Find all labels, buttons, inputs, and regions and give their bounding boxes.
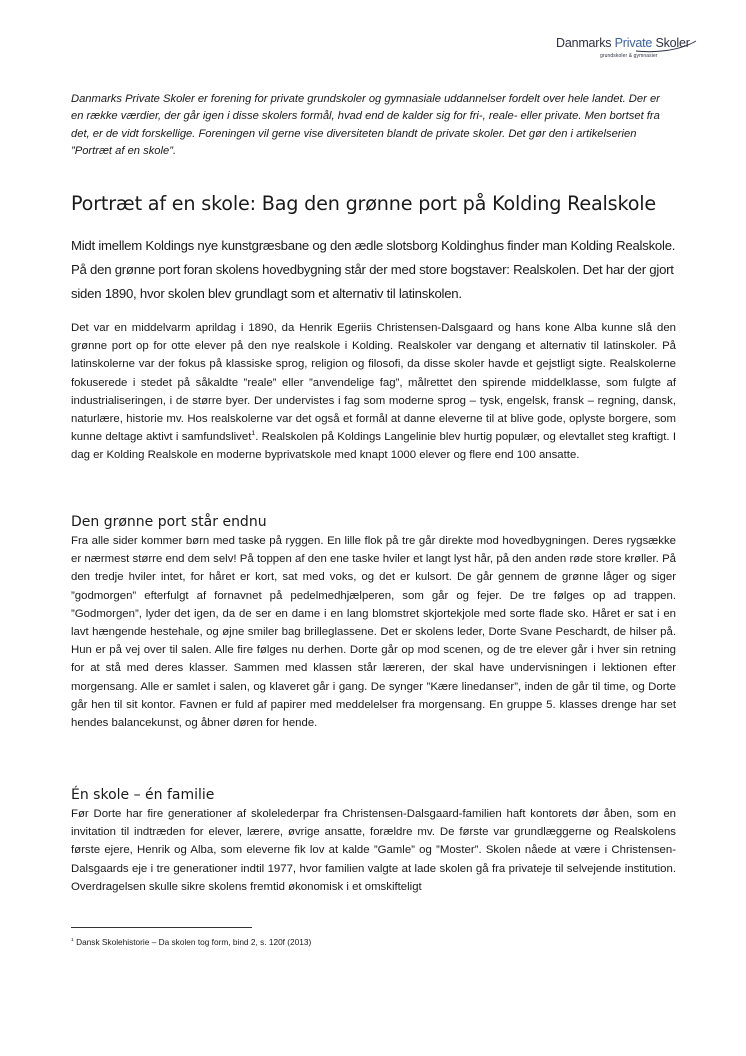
intro-paragraph: Danmarks Private Skoler er forening for private grundskoler og gymnasiale uddannelser fordelt over hele landet. Der er en række værdier, der går igen i disse skolers formål, hvad end de kalder sig for fri-, reale- eller private. Men bortset fra det, er de vidt forskellige. Foreningen vil gerne vise diversiteten blandt de private skoler. Det gør den i artikelserien ”Portræt af en skole”. [71,93,660,158]
logo-word-2: Private [614,36,653,50]
logo [556,36,706,66]
lead-paragraph: Midt imellem Koldings nye kunstgræsbane og den ædle slotsborg Koldinghus finder man Kolding Realskole. På den grønne port foran skolens hovedbygning står der med store bogstaver: Realskolen. Det har der gjort siden 1890, hvor skolen blev grundlagt som et alternativ til latinskolen. [71,238,676,302]
logo-word-1: Danmarks [556,36,612,50]
logo-swoosh-icon [634,39,698,53]
body-paragraph-1-text: Det var en middelvarm aprildag i 1890, da Henrik Egeriis Christensen-Dalsgaard og hans kone Alba kunne slå den grønne port op for otte elever på den nye realskole i Kolding. Realskoler var dengang et alternativ til latinskoler. På latinskolerne var der fokus på klassiske sprog, religion og filosofi, da disse skoler havde et gejstligt sigte. Realskolerne fokuserede i stedet på såkaldte ”reale” eller ”anvendelige fag”, målrettet den spirende middelklasse, som fulgte af industrialiseringen, i de større byer. Der undervistes i fag som moderne sprog – tysk, engelsk, fransk – regning, dansk, naturlære, historie mv. Hos realskolerne var det også et formål at danne eleverne til at blive gode, oplyste borgere, som kunne deltage aktivt i samfundslivet [71,322,676,444]
footnote-marker: 1 [71,937,74,944]
body-paragraph-1 [71,319,676,465]
body-paragraph-3: Før Dorte har fire generationer af skolelederpar fra Christensen-Dalsgaard-familien haft kontorets dør åben, som en invitation til indtræden for elever, lærere, øvrige ansatte, forældre mv. De første var grundlæggerne og Realskolens første ejere, Henrik og Alba, som eleverne fik lov at kalde ”Gamle” og ”Moster”. Skolen nåede at være i Christensen-Dalsgaards eje i tre generationer indtil 1977, hvor familien valgte at lade skolen gå fra privateje til selvejende institution. Overdragelsen skulle sikre skolens fremtid økonomisk i et omskifteligt [71,808,676,893]
logo-word-3: Skoler [655,36,690,50]
body-paragraph-1-end: . Realskolen på Koldings Langelinie blev hurtig populær, og elevtallet steg kraftigt. I dag er Kolding Realskole en moderne byprivatskole med knapt 1000 elever og flere end 100 ansatte. [71,431,676,462]
section-heading-1: Den grønne port står endnu [71,514,267,530]
section-heading-2: Én skole – én familie [71,787,215,803]
logo-tagline: grundskoler & gymnasier [600,53,658,59]
footnote [71,936,311,948]
article-title: Portræt af en skole: Bag den grønne port på Kolding Realskole [71,192,656,215]
footnote-divider [71,927,252,928]
footnote-text: Dansk Skolehistorie – Da skolen tog form, bind 2, s. 120f (2013) [73,937,312,947]
footnote-reference: 1 [251,430,256,438]
body-paragraph-2: Fra alle sider kommer børn med taske på ryggen. En lille flok på tre går direkte mod hovedbygningen. Deres rygsække er nærmest større end dem selv! På toppen af den ene taske hviler et langt lyst hår, på den anden røde store krøller. På den tredje hviler intet, for håret er kort, sat med voks, og det er kulsort. De går gennem de grønne låger og siger ”godmorgen” efterfulgt af fornavnet på pedelmedhjælperen, som går og fejer. De tre følges op ad trappen. ”Godmorgen”, lyder det igen, da de ser en dame i en lang blomstret skjortekjole med sorte flade sko. Håret er sat i en lavt hængende hestehale, og øjne smiler bag brilleglassene. Det er skolens leder, Dorte Svane Peschardt, de hilser på. Hun er på vej over til salen. Alle fire følges nu derhen. Dorte går op mod scenen, og de tre elever går i hver sin retning for at stå med deres klasser. Sammen med klassen står læreren, der skal have undervisningen i lektionen efter morgensang. Alle er samlet i salen, og klaveret går i gang. De synger ”Kære linedanser”, inden de går til time, og Dorte går hen til sit kontor. Favnen er fuld af papirer med meddelelser fra morgensang. En gruppe 5. klasses drenge har set hendes balancekunst, og åbner døren for hende. [71,535,676,730]
